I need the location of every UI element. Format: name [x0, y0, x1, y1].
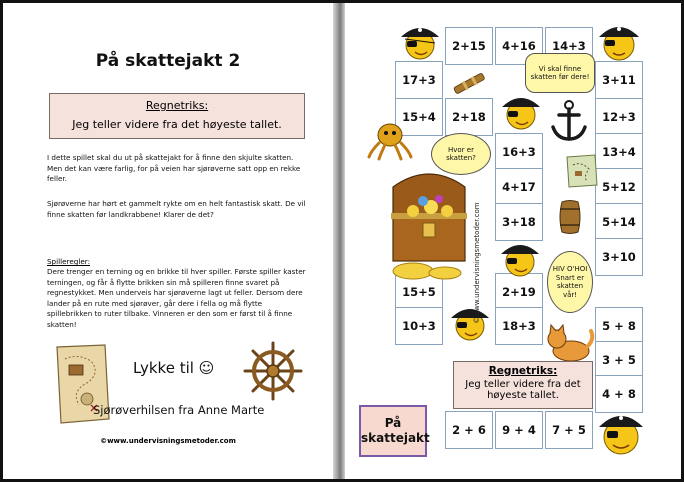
pirate-icon	[495, 235, 545, 279]
pirate-icon	[395, 17, 445, 63]
rules-heading: Spilleregler:	[47, 257, 90, 266]
right-page	[345, 3, 681, 479]
board-cell: 2+15	[445, 27, 493, 65]
speech-bubble: Hvor er skatten?	[431, 133, 491, 175]
board-cell: 2 + 6	[445, 411, 493, 449]
board-cell: 3 + 5	[595, 341, 643, 379]
speech-bubble: HIV O'HOI Snart er skatten vår!	[547, 251, 593, 313]
board-cell: 2+18	[445, 98, 493, 136]
board-cell: 15+4	[395, 98, 443, 136]
board-cell: 10+3	[395, 307, 443, 345]
greeting-text: Sjørøverhilsen fra Anne Marte	[93, 403, 265, 417]
board-cell: 3+11	[595, 61, 643, 99]
board-cell: 5+14	[595, 203, 643, 241]
board-cell: 5+12	[595, 168, 643, 206]
board-cell: 18+3	[495, 307, 543, 345]
pirate-icon	[593, 403, 649, 463]
board-cell: 5 + 8	[595, 307, 643, 345]
rules-paragraph: Dere trenger en terning og en brikke til hver spiller. Første spiller kaster terningen, og får å flytte brikken sin må spilleren finne svaret på regnestykket. Men underveis har sjørøverne lagt ut feller. Dersom dere lander på en rute med sjørøver, går dere i fella og må flytte spillebrikken to ruter tilbake. Vinneren er den som er først til å finne skatten!	[47, 267, 306, 329]
board-cell: 9 + 4	[495, 411, 543, 449]
start-box: På skattejakt	[359, 405, 427, 457]
good-luck-text: Lykke til ☺	[133, 359, 215, 377]
board-cell: 15+5	[395, 273, 443, 311]
vertical-website-url: ©www.undervisningsmetoder.com	[473, 202, 481, 324]
page-gutter	[333, 3, 345, 479]
website-url: ©www.undervisningsmetoder.com	[100, 437, 236, 445]
board-cell: 7 + 5	[545, 411, 593, 449]
board-cell: 13+4	[595, 133, 643, 171]
barrel-icon	[557, 199, 583, 235]
board-cell: 2+19	[495, 273, 543, 311]
board-cell: 4+16	[495, 27, 543, 65]
rumor-paragraph: Sjørøverne har hørt et gammelt rykte om en helt fantastisk skatt. De vil finne skatten før landkrabbene! Klarer de det?	[47, 199, 306, 219]
board-cell: 17+3	[395, 61, 443, 99]
board-cell: 14+3	[545, 27, 593, 65]
treasure-map-icon	[563, 153, 599, 189]
intro-paragraph: I dette spillet skal du ut på skattejakt for å finne den skjulte skatten. Men det kan være farlig, for på veien har sjørøverne satt opp en rekke feller.	[47, 153, 301, 183]
left-page	[3, 3, 333, 479]
rule-box	[49, 93, 305, 139]
pirate-icon	[445, 299, 495, 343]
ship-wheel-icon	[243, 341, 303, 401]
pirate-icon	[497, 87, 545, 133]
board-cell: 4 + 8	[595, 375, 643, 413]
anchor-icon	[549, 99, 589, 143]
octopus-icon	[365, 121, 415, 161]
rule-box-text: Jeg teller videre fra det høyeste tallet.	[465, 379, 581, 401]
rule-box	[453, 361, 593, 409]
rule-box-heading: Regnetriks:	[488, 365, 558, 377]
pirate-icon	[591, 15, 647, 65]
board-cell: 12+3	[595, 98, 643, 136]
page-title: På skattejakt 2	[95, 51, 241, 71]
treasure-chest-icon	[383, 167, 475, 285]
board-cell: 3+10	[595, 238, 643, 276]
board-cell: 16+3	[495, 133, 543, 171]
speech-bubble: Vi skal finne skatten før dere!	[525, 53, 595, 93]
board-cell: 4+17	[495, 168, 543, 206]
board-cell: 3+18	[495, 203, 543, 241]
rule-box-text: Jeg teller videre fra det høyeste tallet.	[72, 118, 282, 131]
rule-box-heading: Regnetriks:	[145, 99, 209, 112]
telescope-icon	[449, 71, 489, 95]
